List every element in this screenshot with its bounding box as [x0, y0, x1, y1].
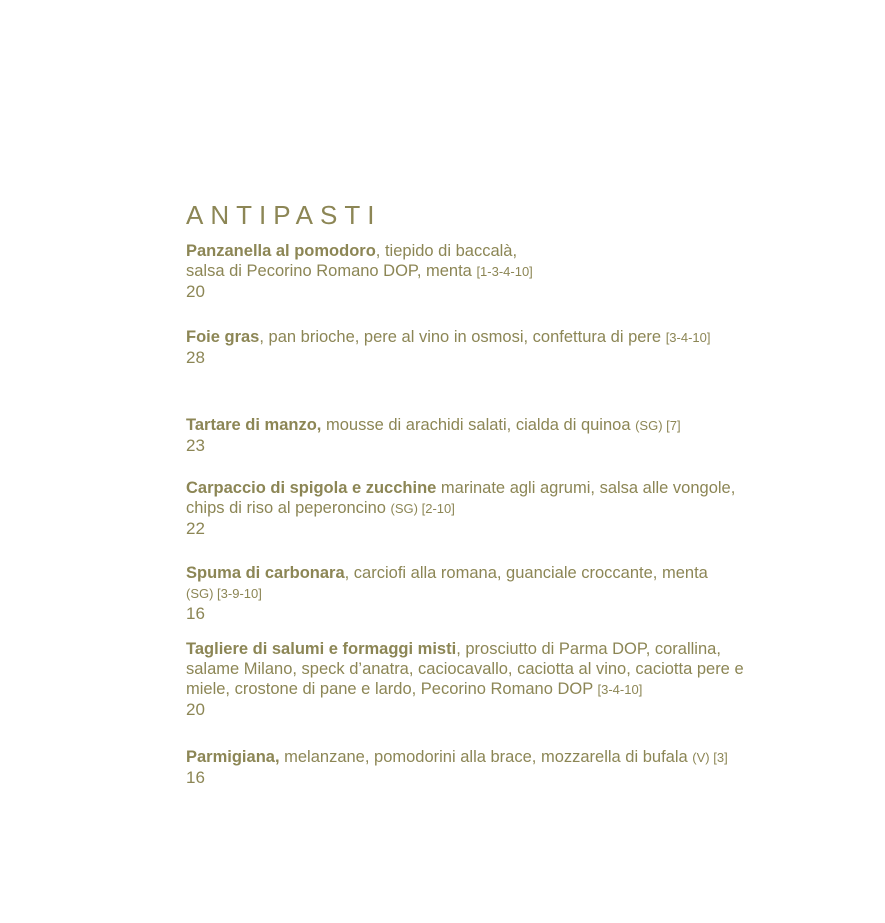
- dish-tags: (SG) [3-9-10]: [186, 586, 262, 601]
- dish-price: 22: [186, 519, 205, 538]
- dish-item: [186, 639, 876, 720]
- dish-tags: [1-3-4-10]: [476, 264, 533, 279]
- dish-description: marinate agli agrumi, salsa alle vongole,: [436, 479, 736, 497]
- dish-name: Panzanella al pomodoro: [186, 242, 376, 260]
- dish-description: , tiepido di baccalà,: [375, 242, 518, 260]
- dish-item: [186, 478, 876, 539]
- dish-name: Tagliere di salumi e formaggi misti: [186, 640, 457, 658]
- dish-price: 20: [186, 282, 205, 301]
- dish-description: , carciofi alla romana, guanciale croccante, menta: [344, 564, 708, 582]
- dish-description: mousse di arachidi salati, cialda di quinoa: [321, 416, 631, 434]
- dish-tags: (SG) [2-10]: [390, 501, 455, 516]
- dish-price: 23: [186, 436, 205, 455]
- dish-name: Parmigiana,: [186, 748, 280, 766]
- dish-description: , pan brioche, pere al vino in osmosi, confettura di pere: [259, 328, 662, 346]
- dish-item: [186, 747, 876, 788]
- section-title: ANTIPASTI: [186, 200, 382, 230]
- dish-description: salsa di Pecorino Romano DOP, menta: [186, 262, 472, 280]
- dish-price: 16: [186, 604, 205, 623]
- dish-item: [186, 563, 876, 624]
- dish-tags: [3-4-10]: [665, 330, 711, 345]
- dish-description: chips di riso al peperoncino: [186, 499, 386, 517]
- dish-price: 28: [186, 348, 205, 367]
- dish-name: Foie gras: [186, 328, 260, 346]
- dish-name: Carpaccio di spigola e zucchine: [186, 479, 437, 497]
- dish-price: 16: [186, 768, 205, 787]
- dish-name: Spuma di carbonara: [186, 564, 345, 582]
- dish-item: [186, 241, 533, 302]
- dish-description: melanzane, pomodorini alla brace, mozzarella di bufala: [279, 748, 688, 766]
- dish-description: salame Milano, speck d’anatra, caciocavallo, caciotta al vino, caciotta pere e: [186, 660, 744, 678]
- dish-description: , prosciutto di Parma DOP, corallina,: [456, 640, 721, 658]
- dish-tags: (SG) [7]: [635, 418, 681, 433]
- dish-tags: [3-4-10]: [597, 682, 643, 697]
- dish-item: [186, 415, 876, 456]
- dish-price: 20: [186, 700, 205, 719]
- dish-name: Tartare di manzo,: [186, 416, 322, 434]
- dish-description: miele, crostone di pane e lardo, Pecorino Romano DOP: [186, 680, 593, 698]
- dish-tags: (V) [3]: [692, 750, 728, 765]
- dish-item: [186, 327, 876, 368]
